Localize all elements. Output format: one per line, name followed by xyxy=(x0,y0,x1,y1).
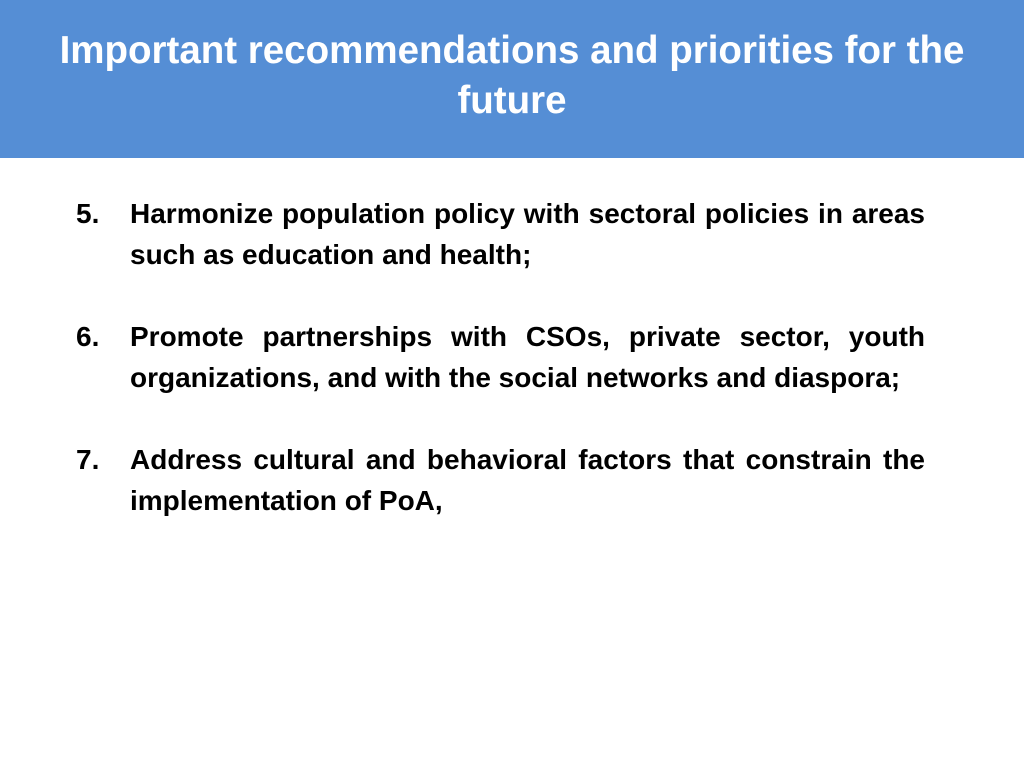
title-bar xyxy=(0,0,1024,158)
item-number: 6. xyxy=(76,321,100,352)
list-item xyxy=(76,316,925,398)
item-number: 7. xyxy=(76,444,100,475)
slide-title: Important recommendations and priorities for the future xyxy=(59,29,965,122)
item-number: 5. xyxy=(76,198,100,229)
recommendation-list xyxy=(76,193,925,562)
item-text: Address cultural and behavioral factors that constrain the implementation of PoA, xyxy=(130,444,925,516)
list-item xyxy=(76,193,925,275)
list-item xyxy=(76,439,925,521)
item-text: Harmonize population policy with sectoral policies in areas such as education and health; xyxy=(130,198,925,270)
item-text: Promote partnerships with CSOs, private sector, youth organizations, and with the social networks and diaspora; xyxy=(130,321,925,393)
